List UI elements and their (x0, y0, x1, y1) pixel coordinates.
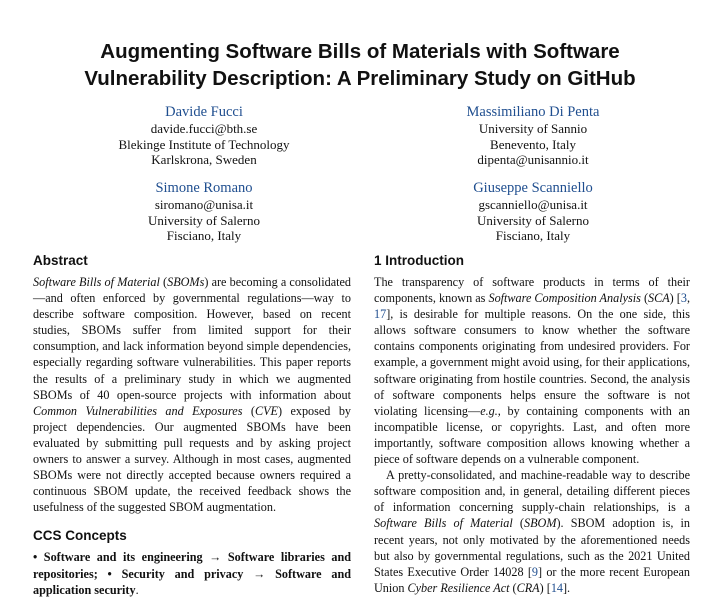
abstract-text-run: ( (242, 403, 255, 418)
citation-link[interactable]: 3 (680, 291, 687, 306)
intro-term: SCA (648, 291, 670, 306)
author-name: Davide Fucci (165, 104, 243, 120)
intro-text-run: ( (509, 580, 517, 595)
citation-link[interactable]: 17 (374, 307, 387, 322)
paper-title (0, 38, 720, 92)
ccs-concepts (33, 549, 351, 597)
paper-title-line-1: Augmenting Software Bills of Materials with Software (100, 40, 620, 63)
author-location: Benevento, Italy (490, 136, 576, 152)
abstract-text (33, 274, 351, 515)
author-email: dipenta@unisannio.it (477, 152, 589, 168)
author-affiliation: University of Sannio (478, 121, 588, 136)
author-location: Fisciano, Italy (495, 228, 571, 244)
abstract-term: CVE (254, 403, 278, 418)
abstract-heading: Abstract (33, 253, 88, 268)
author-name: Simone Romano (155, 180, 253, 196)
abstract-text-run: ) are becoming a consolidated—and often enforced by governmental regulations—way to describe software composition. However, based on recent studies, SBOMs suffer from limited support for their consumption, and lack information beyond simple dependencies, especially regarding software vulnerabilities. This paper reports the results of a preliminary study in which we augmented SBOMs of 40 open-source projects with information about (33, 275, 352, 402)
ccs-concept: • Security and privacy → Software and application security (33, 566, 351, 597)
author-email: davide.fucci@bth.se (150, 121, 258, 136)
intro-term: Cyber Resilience Act (407, 580, 510, 595)
right-column (374, 252, 690, 596)
intro-text-run: ) [ (669, 291, 681, 306)
intro-text-run: ], is desirable for multiple reasons. On the one side, this allows software consumers to know whether the software contains components originating from undesired providers. For example, a government might avoid using, for their applications, software originating from hostile countries. Second, the analysis of software components helps ensure the software is not violating licensing— (374, 307, 690, 418)
citation-link[interactable]: 9 (531, 564, 538, 579)
paper-title-line-2: Vulnerability Description: A Preliminary Study on GitHub (84, 67, 636, 90)
abstract-term: Common Vulnerabilities and Exposures (33, 403, 243, 418)
author-affiliation: University of Salerno (148, 212, 260, 228)
author-location: Karlskrona, Sweden (151, 152, 257, 168)
intro-text-run: ( (512, 516, 524, 531)
abstract-term: Software Bills of Material (33, 275, 160, 289)
author-block-2 (403, 103, 663, 168)
intro-text-run: ). SBOM adoption is, in recent years, not only motivated by the aforementioned needs but also by governmental regulations, such as the 2021 United States Executive Order 14028 [ (374, 516, 690, 579)
intro-text-run: by containing components with an incompatible license, or copyrights. Last, and often more importantly, software composition allows knowing whether a piece of software depends on a vulnerable component. (374, 403, 690, 467)
intro-text-run: ]. (563, 580, 571, 595)
author-name: Giuseppe Scanniello (473, 180, 593, 196)
ccs-heading: CCS Concepts (33, 528, 127, 544)
intro-paragraph-1 (374, 274, 690, 467)
author-name: Massimiliano Di Penta (466, 104, 600, 120)
intro-term: CRA (516, 580, 540, 595)
intro-term: e.g., (480, 403, 501, 418)
abstract-term: SBOMs (167, 275, 205, 289)
author-block-3 (74, 179, 334, 244)
intro-term: Software Bills of Material (374, 516, 513, 531)
author-block-1 (74, 103, 334, 168)
citation-link[interactable]: 14 (550, 580, 563, 595)
left-column (33, 252, 351, 598)
intro-term: SBOM (523, 516, 557, 531)
ccs-period: . (135, 582, 139, 597)
author-block-4 (403, 179, 663, 244)
author-email: gscanniello@unisa.it (478, 197, 588, 212)
intro-text-run: , (686, 291, 690, 306)
author-location: Fisciano, Italy (166, 228, 242, 244)
author-email: siromano@unisa.it (154, 197, 254, 212)
author-affiliation: University of Salerno (477, 212, 589, 228)
abstract-text-run: ( (159, 275, 168, 289)
author-affiliation: Blekinge Institute of Technology (118, 136, 290, 152)
intro-text-run: ] or the more recent European Union (374, 564, 690, 595)
introduction-heading: 1 Introduction (374, 253, 464, 268)
intro-text-run: A pretty-consolidated, and machine-readable way to describe software composition and, in general, detailing different pieces of information concerning supply-chain relationships, is a (374, 468, 690, 515)
intro-paragraph-2 (374, 467, 690, 596)
abstract-text-run: ) exposed by project dependencies. Our augmented SBOMs have been evaluated by submitting pull requests and by asking project owners to answer a survey. Although in most cases, augmented SBOMs were not directly accepted because owners required a continuous SBOM update, the received feedback shows the usefulness of the suggested SBOM augmentation. (33, 403, 352, 515)
intro-text-run: The transparency of software products in terms of their components, known as (374, 275, 690, 306)
ccs-concept: • Software and its engineering → Software libraries and repositories; (33, 550, 351, 581)
intro-text-run: ( (640, 291, 648, 306)
intro-term: Software Composition Analysis (488, 291, 641, 306)
intro-text-run: ) [ (539, 580, 551, 595)
